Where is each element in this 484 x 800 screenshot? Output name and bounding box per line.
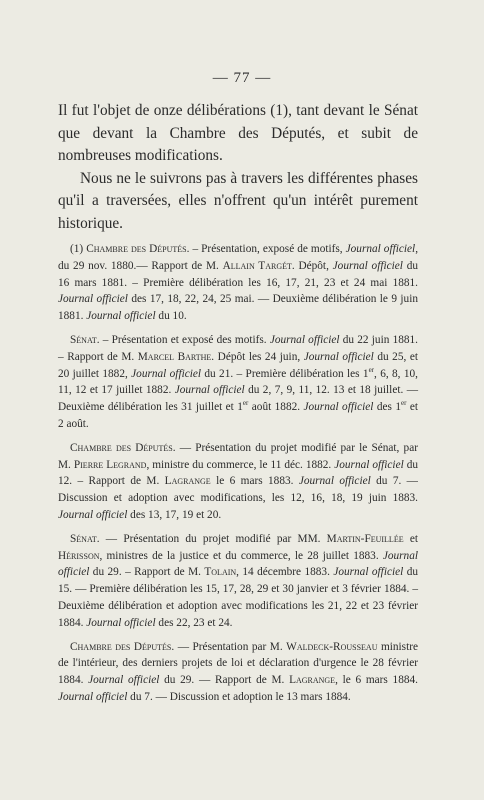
footnote: Sénat. — Présentation du projet modifié par MM. Martin-Feuillée et Hérisson, ministres de la justice et du commerce, le 28 juillet 1883. Journal officiel du 29. – Rapport de M. Tolain, 14 décembre 1883. Journal officiel du 15. — Première délibération les 15, 17, 28, 29 et 30 janvier et 3 février 1884. – Deuxième délibération et adoption avec modifications les 21, 22 et 23 février 1884. Journal officiel des 22, 23 et 24. bbox=[58, 532, 419, 629]
main-text bbox=[58, 100, 418, 235]
page-number: — 77 — bbox=[212, 70, 272, 86]
footnotes bbox=[58, 241, 418, 713]
footnote: (1) Chambre des Députés. – Présentation, exposé de motifs, Journal officiel, du 29 nov. 1880.— Rapport de M. Allain Targét. Dépôt, Journal officiel du 16 mars 1881. – Première délibération les 16, 17, 21, 23 et 24 mai 1881. Journal officiel des 17, 18, 22, 24, 25 mai. — Deuxième délibération le 9 juin 1881. Journal officiel du 10. bbox=[58, 243, 419, 323]
paragraph: Il fut l'objet de onze délibérations (1), tant devant le Sénat que devant la Chambre des Députés, et subit de nombreuses modifications. bbox=[58, 102, 418, 164]
footnote: Sénat. – Présentation et exposé des motifs. Journal officiel du 22 juin 1881. – Rapport de M. Marcel Barthe. Dépôt les 24 juin, Journal officiel du 25, et 20 juillet 1882, Journal officiel du 21. – Première délibération les 1er, 6, 8, 10, 11, 12 et 17 juillet 1882. Journal officiel du 2, 7, 9, 11, 12. 13 et 18 juillet. — Deuxième délibération les 31 juillet et 1er août 1882. Journal officiel des 1er et 2 août. bbox=[58, 333, 419, 430]
footnote: Chambre des Députés. — Présentation par M. Waldeck-Rousseau ministre de l'intérieur, des derniers projets de loi et déclaration d'urgence le 28 février 1884. Journal officiel du 29. — Rapport de M. Lagrange, le 6 mars 1884. Journal officiel du 7. — Discussion et adoption le 13 mars 1884. bbox=[58, 640, 418, 703]
footnote: Chambre des Députés. — Présentation du projet modifié par le Sénat, par M. Pierre Legrand, ministre du commerce, le 11 déc. 1882. Journal officiel du 12. – Rapport de M. Lagrange le 6 mars 1883. Journal officiel du 7. — Discussion et adoption avec modifications, les 12, 16, 18, 19 juin 1883. Journal officiel des 13, 17, 19 et 20. bbox=[58, 441, 419, 521]
paragraph: Nous ne le suivrons pas à travers les différentes phases qu'il a traversées, elles n'offrent qu'un intérêt purement historique. bbox=[58, 169, 418, 232]
